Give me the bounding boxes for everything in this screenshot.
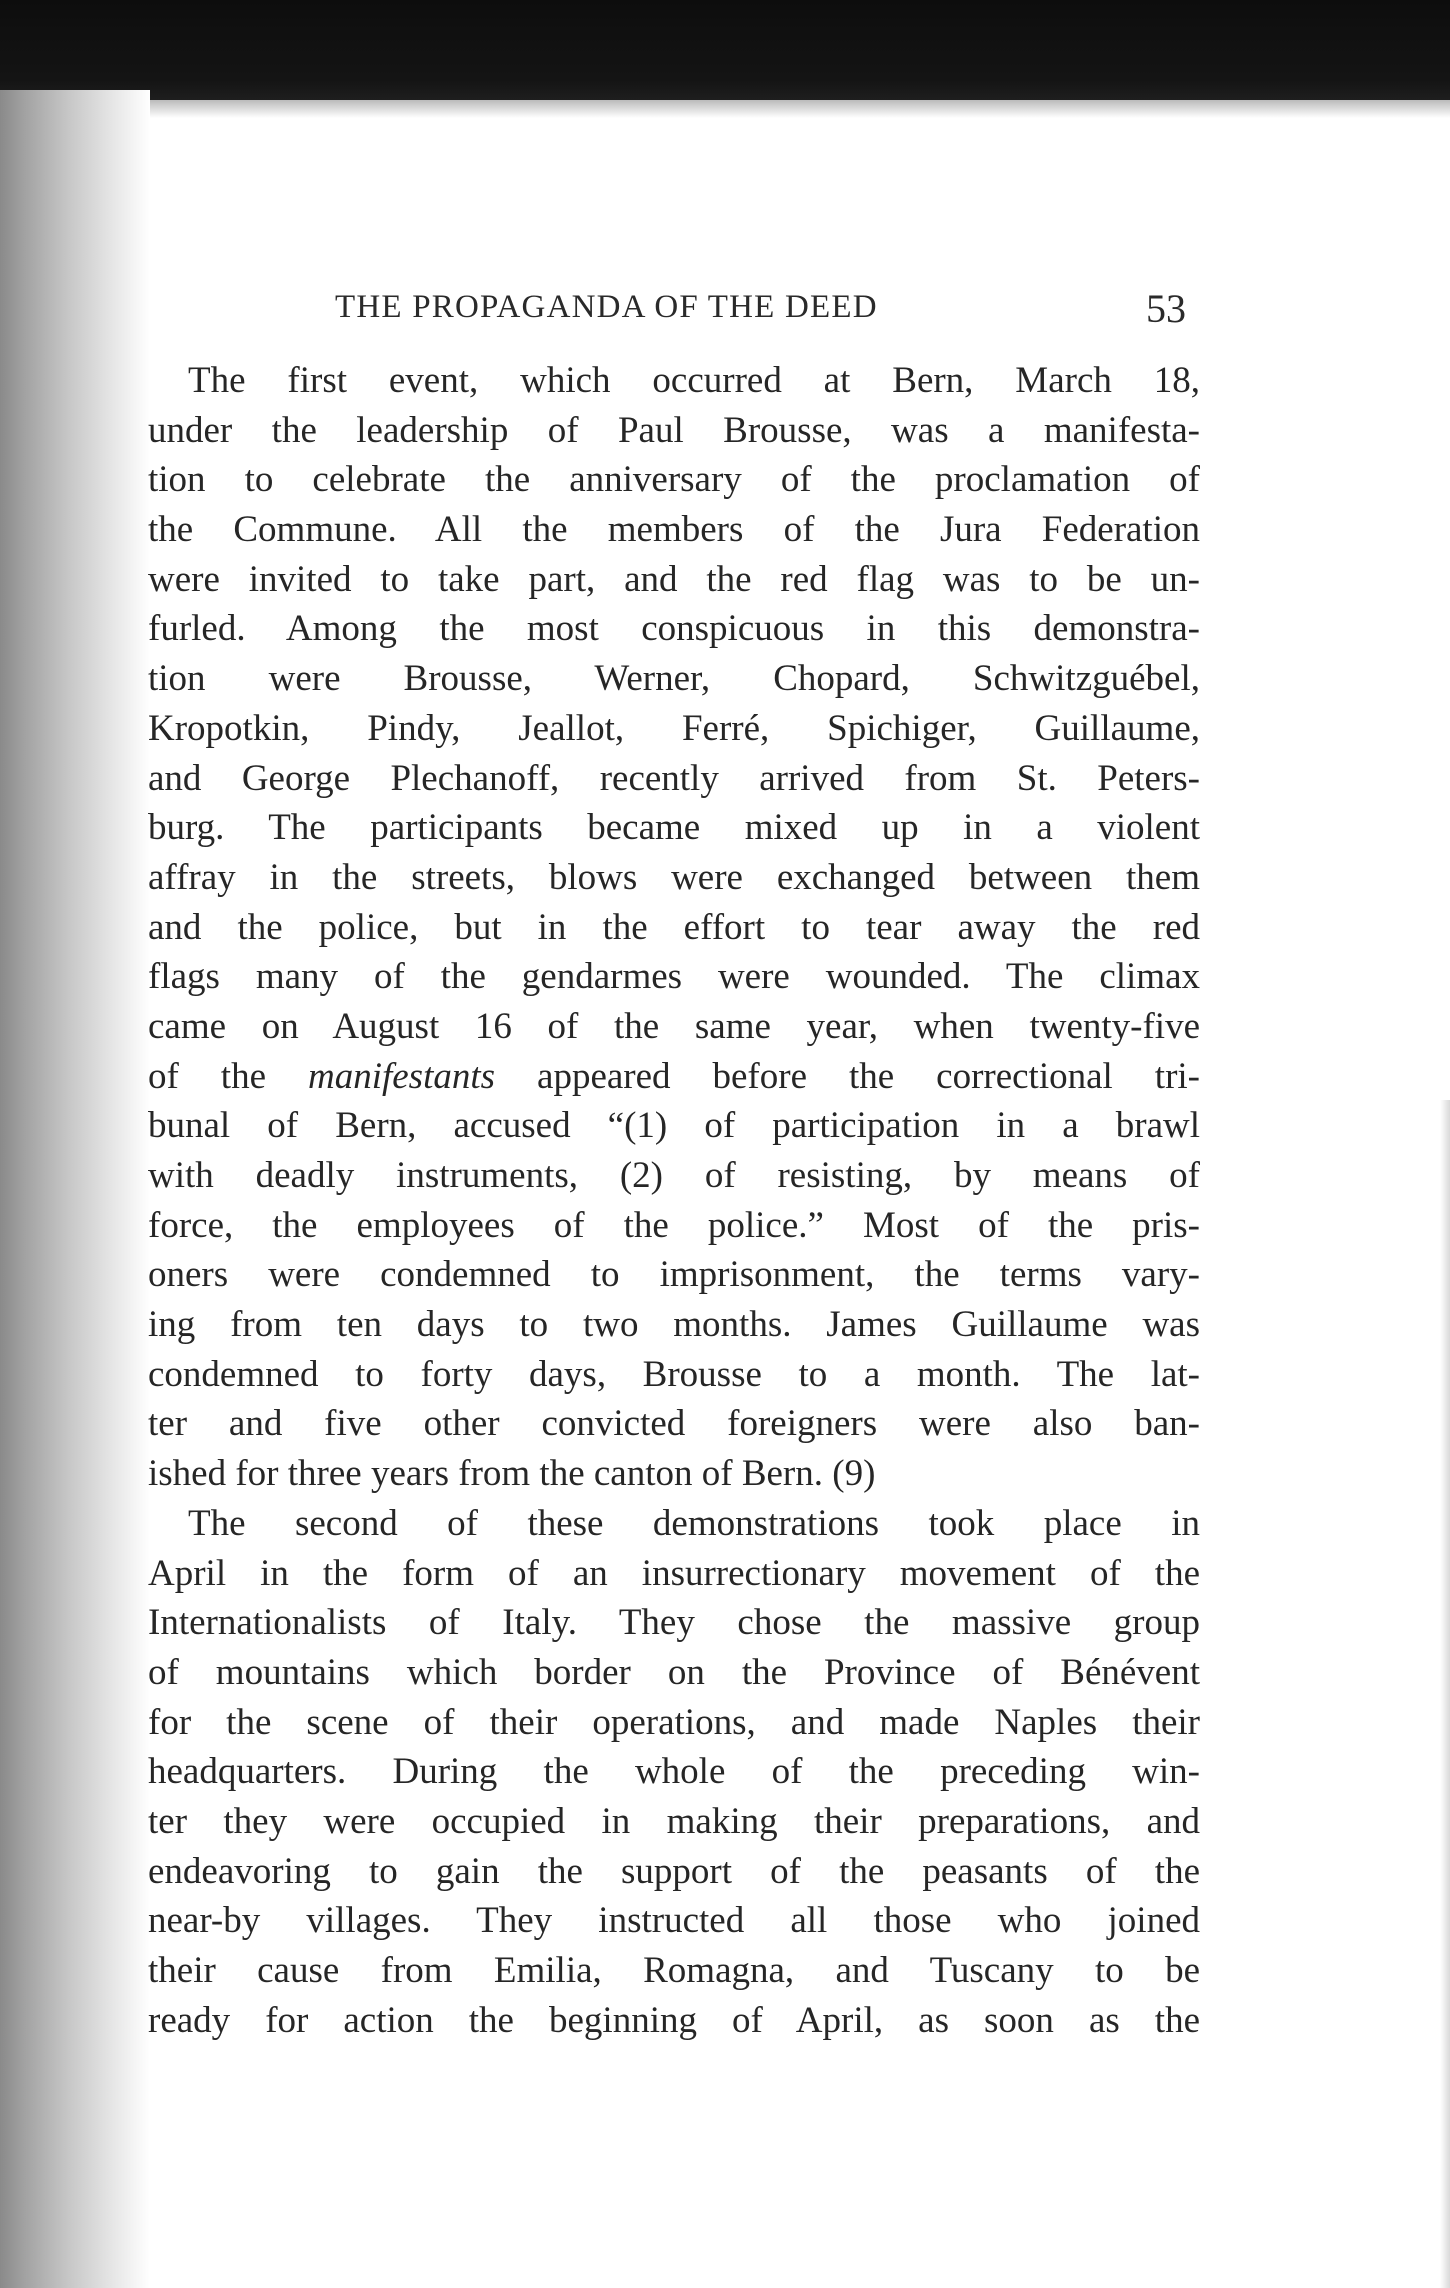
- text-line: force, the employees of the police.” Most of the pris-: [148, 1204, 1200, 1246]
- text-line: their cause from Emilia, Romagna, and Tuscany to be: [148, 1950, 1200, 1991]
- running-head-title: THE PROPAGANDA OF THE DEED: [335, 289, 878, 325]
- text-line: under the leadership of Paul Brousse, was a manifesta-: [148, 409, 1200, 451]
- text-line: tion to celebrate the anniversary of the proclamation of: [148, 459, 1200, 501]
- scan-top-shadow: [0, 100, 1450, 118]
- text-line: with deadly instruments, (2) of resisting, by means of: [148, 1155, 1200, 1196]
- text-line: for the scene of their operations, and made Naples their: [148, 1701, 1200, 1743]
- paragraph-1: [148, 356, 1200, 1499]
- text-line: affray in the streets, blows were exchanged between them: [148, 856, 1200, 898]
- scan-top-dark-band: [0, 0, 1450, 100]
- text-line: April in the form of an insurrectionary movement of the: [148, 1552, 1200, 1594]
- text-line: condemned to forty days, Brousse to a month. The lat-: [148, 1353, 1200, 1395]
- text-line-with-italic: [148, 1052, 1200, 1102]
- text-line: oners were condemned to imprisonment, the terms vary-: [148, 1254, 1200, 1296]
- text-line: ready for action the beginning of April, as soon as the: [148, 1999, 1200, 2041]
- text-line: ter and five other convicted foreigners were also ban-: [148, 1403, 1200, 1445]
- text-line: endeavoring to gain the support of the peasants of the: [148, 1850, 1200, 1892]
- text-line: the Commune. All the members of the Jura Federation: [148, 509, 1200, 551]
- text-line: Kropotkin, Pindy, Jeallot, Ferré, Spichiger, Guillaume,: [148, 707, 1200, 749]
- text-line: near-by villages. They instructed all those who joined: [148, 1900, 1200, 1942]
- body-text: [148, 356, 1200, 2045]
- text-line: came on August 16 of the same year, when twenty-five: [148, 1005, 1200, 1047]
- text-line: ing from ten days to two months. James Guillaume was: [148, 1304, 1200, 1346]
- scan-right-edge: [1440, 1100, 1450, 2288]
- page-number: 53: [1146, 286, 1186, 331]
- text-line: burg. The participants became mixed up in a violent: [148, 807, 1200, 849]
- text-segment: of the: [148, 1055, 308, 1097]
- text-line: The second of these demonstrations took place in: [188, 1502, 1200, 1544]
- text-line: of mountains which border on the Province of Bénévent: [148, 1651, 1200, 1693]
- text-line: were invited to take part, and the red flag was to be un-: [148, 558, 1200, 600]
- text-line: and George Plechanoff, recently arrived from St. Peters-: [148, 757, 1200, 799]
- text-line: tion were Brousse, Werner, Chopard, Schwitzguébel,: [148, 658, 1200, 700]
- text-line: bunal of Bern, accused “(1) of participation in a brawl: [148, 1105, 1200, 1147]
- text-line: ished for three years from the canton of Bern. (9): [148, 1453, 876, 1495]
- text-line: and the police, but in the effort to tear away the red: [148, 906, 1200, 948]
- scan-binding-shadow: [0, 90, 150, 2288]
- text-segment: appeared before the correctional tri-: [495, 1055, 1200, 1097]
- text-line: headquarters. During the whole of the preceding win-: [148, 1751, 1200, 1793]
- text-line: furled. Among the most conspicuous in this demonstra-: [148, 608, 1200, 650]
- text-line: ter they were occupied in making their preparations, and: [148, 1800, 1200, 1842]
- running-head: [150, 285, 1200, 335]
- text-line: flags many of the gendarmes were wounded. The climax: [148, 956, 1200, 998]
- italic-term: manifestants: [307, 1055, 496, 1097]
- text-line: The first event, which occurred at Bern, March 18,: [188, 360, 1200, 401]
- text-line: Internationalists of Italy. They chose the massive group: [148, 1602, 1200, 1644]
- paragraph-2: [148, 1499, 1200, 2046]
